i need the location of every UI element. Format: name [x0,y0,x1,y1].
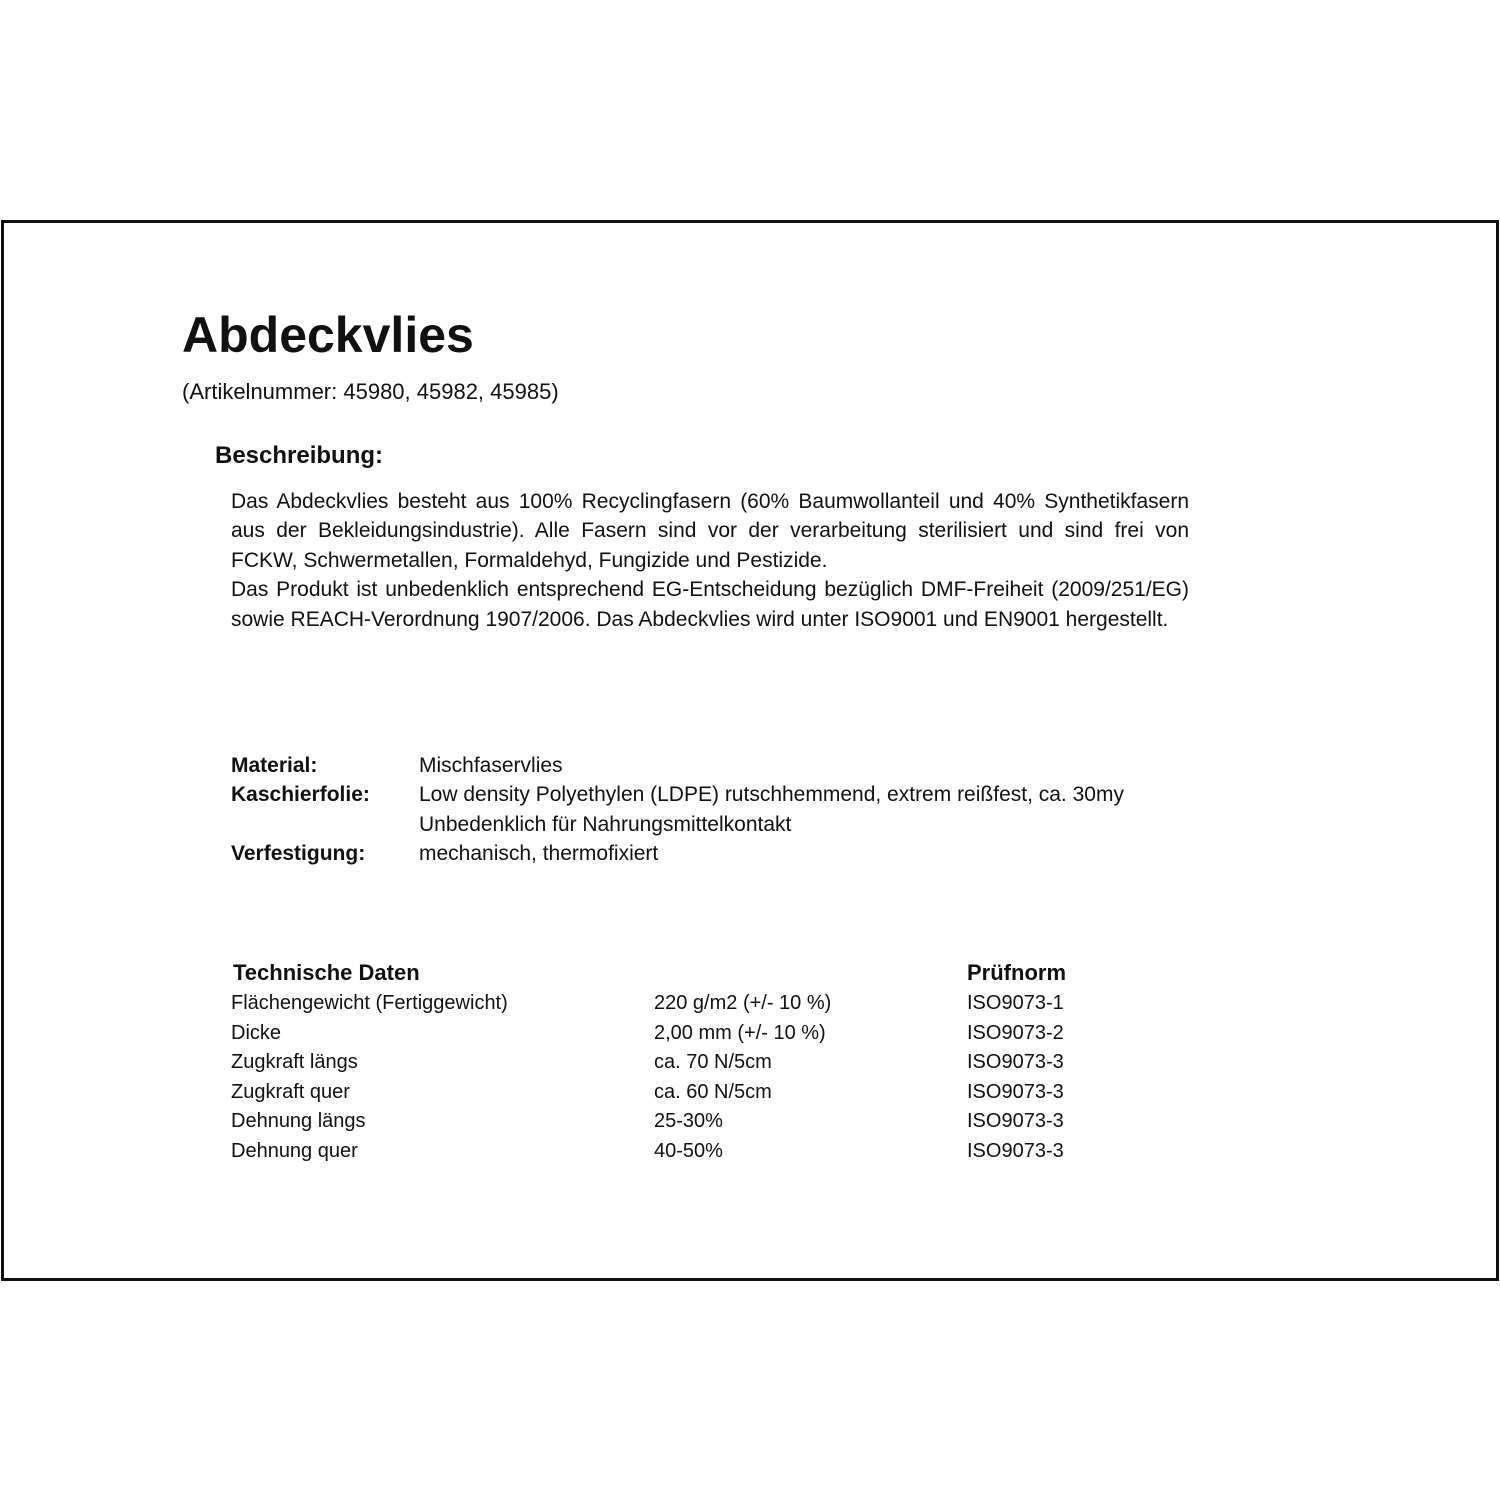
norm-heading: Prüfnorm [967,960,1066,985]
value-cell: 25-30% [654,1110,723,1133]
technical-data-heading: Technische Daten [233,960,420,985]
table-row [231,1107,1231,1137]
norm-cell: ISO9073-3 [967,1110,1064,1133]
table-row [231,1019,1231,1049]
description-paragraph: Das Abdeckvlies besteht aus 100% Recyclingfasern (60% Baumwollanteil und 40% Synthetikfasern aus der Bekleidungsindustrie). Alle Fasern sind vor der verarbeitung sterilisiert und sind frei von FCKW, Schwermetallen, Formaldehyd, Fungizide und Pestizide. [231,490,1189,572]
property-row-material [231,751,1191,780]
property-cell: Dehnung quer [231,1139,358,1162]
property-label: Verfestigung: [231,842,366,866]
property-row-kaschierfolie [231,780,1191,839]
description-text [231,487,1189,634]
property-value [419,751,1191,780]
value-cell: ca. 70 N/5cm [654,1051,772,1074]
norm-cell: ISO9073-3 [967,1139,1064,1162]
table-row [231,1078,1231,1108]
property-row-verfestigung [231,839,1191,868]
table-row [231,989,1231,1019]
norm-cell: ISO9073-3 [967,1080,1064,1103]
norm-cell: ISO9073-2 [967,1021,1064,1044]
property-label: Material: [231,754,318,777]
description-paragraph: Das Produkt ist unbedenklich entsprechend EG-Entscheidung bezüglich DMF-Freiheit (2009/251/EG) sowie REACH-Verordnung 1907/2006. Das Abdeckvlies wird unter ISO9001 und EN9001 hergestellt. [231,578,1189,631]
property-cell: Zugkraft längs [231,1051,358,1074]
technical-data-table [231,957,1231,1167]
property-cell: Dehnung längs [231,1110,366,1133]
article-numbers: (Artikelnummer: 45980, 45982, 45985) [182,379,559,404]
document-title: Abdeckvlies [182,307,474,363]
technical-data-header [231,957,1231,989]
norm-cell: ISO9073-1 [967,992,1064,1014]
property-cell: Zugkraft quer [231,1080,350,1103]
property-cell: Dicke [231,1021,282,1044]
value-cell: 2,00 mm (+/- 10 %) [654,1021,826,1044]
property-value-line: Low density Polyethylen (LDPE) rutschhemmend, extrem reißfest, ca. 30my [419,783,1124,807]
property-value-line: Mischfaservlies [419,754,563,777]
value-cell: ca. 60 N/5cm [654,1080,772,1103]
value-cell: 220 g/m2 (+/- 10 %) [654,992,832,1014]
property-value-line: Unbedenklich für Nahrungsmittelkontakt [419,812,792,836]
property-value-line: mechanisch, thermofixiert [419,842,659,866]
table-row [231,1137,1231,1167]
table-row [231,1048,1231,1078]
property-value [419,780,1191,839]
property-cell: Flächengewicht (Fertiggewicht) [231,992,508,1014]
header-spacer [654,957,967,989]
document-sheet [1,220,1499,1281]
properties-list [231,751,1191,869]
value-cell: 40-50% [654,1139,723,1162]
norm-cell: ISO9073-3 [967,1051,1064,1074]
property-label: Kaschierfolie: [231,783,370,807]
property-value [419,839,1191,868]
description-heading: Beschreibung: [215,442,384,469]
